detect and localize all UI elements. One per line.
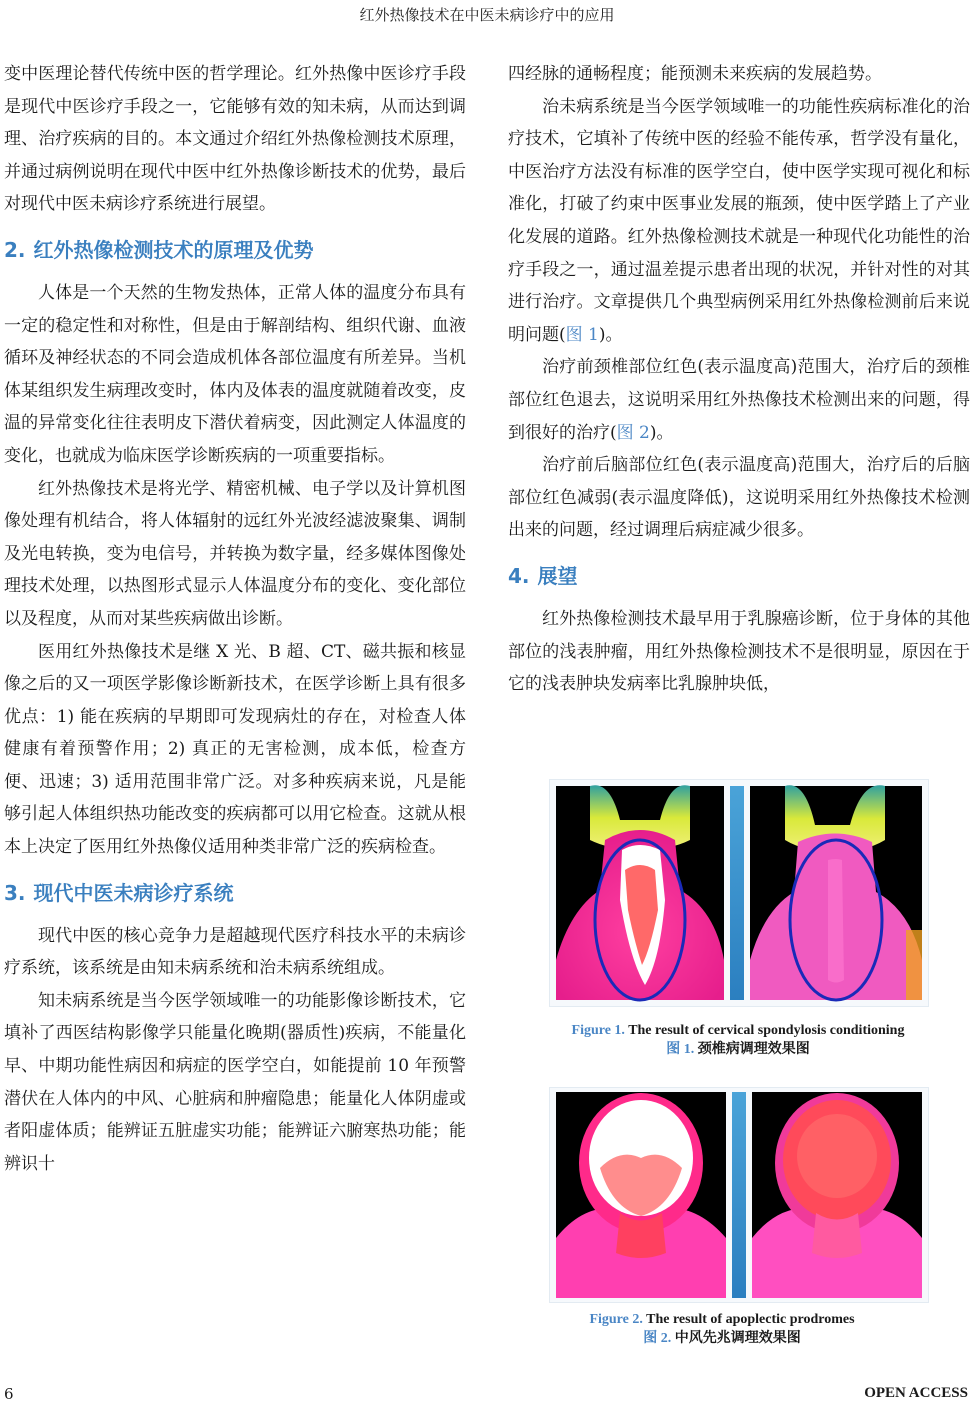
- section-heading-3: [4, 878, 466, 908]
- paragraph: 红外热像检测技术最早用于乳腺癌诊断，位于身体的其他部位的浅表肿瘤，用红外热像检测技术不是很明显，原因在于它的浅表肿块发病率比乳腺肿块低，: [508, 608, 970, 695]
- section-heading-2: [4, 235, 466, 265]
- caption-cn: [458, 1040, 974, 1059]
- section-number: 2.: [4, 237, 26, 262]
- figure-1-link[interactable]: 图 1: [565, 324, 599, 345]
- caption-text: 颈椎病调理效果图: [697, 1042, 810, 1057]
- figure-1-image: [549, 779, 929, 1007]
- figure-2-caption: [442, 1310, 974, 1348]
- section-heading-4: [508, 561, 970, 591]
- section-title: 展望: [537, 563, 578, 588]
- paragraph: 现代中医的核心竞争力是超越现代医疗科技水平的未病诊疗系统，该系统是由知未病系统和治未病系统组成。: [4, 925, 466, 979]
- open-access-label: OPEN ACCESS: [864, 1385, 968, 1401]
- caption-cn: [442, 1329, 974, 1348]
- figure-2-link[interactable]: 图 2: [616, 422, 650, 443]
- paragraph: [508, 351, 970, 449]
- section-number: 4.: [508, 563, 530, 588]
- paragraph: 治疗前后脑部位红色(表示温度高)范围大，治疗后的后脑部位红色减弱(表示温度降低)，这说明采用红外热像技术检测出来的问题，经过调理后病症减少很多。: [508, 455, 970, 541]
- caption-text: 中风先兆调理效果图: [674, 1331, 801, 1346]
- paragraph: 红外热像技术是将光学、精密机械、电子学以及计算机图像处理有机结合，将人体辐射的远红外光波经滤波聚集、调制及光电转换，变为电信号，并转换为数字量，经多媒体图像处理技术处理，以热图形式显示人体温度分布的变化、变化部位以及程度，从而对某些疾病做出诊断。: [4, 478, 466, 629]
- paragraph-text: )。: [649, 422, 674, 443]
- paragraph: 变中医理论替代传统中医的哲学理论。红外热像中医诊疗手段是现代中医诊疗手段之一，它能够有效的知未病，从而达到调理、治疗疾病的目的。本文通过介绍红外热像检测技术原理，并通过病例说明在现代中医中红外热像诊断技术的优势，最后对现代中医未病诊疗系统进行展望。: [4, 64, 466, 215]
- paragraph-text: 治未病系统是当今医学领域唯一的功能性疾病标准化的治疗技术，它填补了传统中医的经验不能传承，哲学没有量化，中医治疗方法没有标准的医学空白，使中医学实现可视化和标准化，打破了约束中医事业发展的瓶颈，使中医学踏上了产业化发展的道路。红外热像检测技术就是一种现代化功能性的治疗手段之一，通过温差提示患者出现的状况，并针对性的对其进行治疗。文章提供几个典型病例采用红外热像检测前后来说明问题(: [508, 96, 970, 345]
- figure-1-caption: [458, 1021, 974, 1059]
- caption-en: [442, 1310, 974, 1329]
- right-column: [508, 58, 970, 701]
- caption-label: Figure 2.: [589, 1312, 643, 1327]
- paragraph-text: )。: [598, 324, 623, 345]
- paragraph: 知未病系统是当今医学领域唯一的功能影像诊断技术，它填补了西医结构影像学只能量化晚期(器质性)疾病，不能量化早、中期功能性病因和病症的医学空白，如能提前 10 年预警潜伏在人体内的中风、心脏病和肿瘤隐患；能量化人体阴虚或者阳虚体质；能辨证五脏虚实功能；能辨证六腑寒热功能；能辨识十: [4, 990, 466, 1174]
- thermal-image-head: [550, 1088, 928, 1302]
- caption-label: 图 2.: [643, 1331, 672, 1346]
- caption-en: [458, 1021, 974, 1040]
- paragraph-text: 治疗前颈椎部位红色(表示温度高)范围大，治疗后的颈椎部位红色退去，这说明采用红外热像技术检测出来的问题，得到很好的治疗(: [508, 357, 970, 443]
- caption-text: The result of cervical spondylosis conditioning: [628, 1023, 905, 1038]
- section-title: 现代中医未病诊疗系统: [33, 880, 234, 905]
- caption-label: Figure 1.: [571, 1023, 625, 1038]
- paragraph: [508, 91, 970, 352]
- figure-2-image: [549, 1087, 929, 1303]
- paragraph: 人体是一个天然的生物发热体，正常人体的温度分布具有一定的稳定性和对称性，但是由于解剖结构、组织代谢、血液循环及神经状态的不同会造成机体各部位温度有所差异。当机体某组织发生病理改变时，体内及体表的温度就随着改变，皮温的异常变化往往表明皮下潜伏着病变，因此测定人体温度的变化，也就成为临床医学诊断疾病的一项重要指标。: [4, 282, 466, 466]
- thermal-image-neck: [550, 780, 928, 1006]
- paragraph: 医用红外热像技术是继 X 光、B 超、CT、磁共振和核显像之后的又一项医学影像诊断新技术，在医学诊断上具有很多优点：1) 能在疾病的早期即可发现病灶的存在，对检查人体健康有着预警作用；2) 真正的无害检测，成本低，检查方便、迅速；3) 适用范围非常广泛。对多种疾病来说，凡是能够引起人体组织热功能改变的疾病都可以用它检查。这就从根本上决定了医用红外热像仪适用种类非常广泛的疾病检查。: [4, 641, 466, 858]
- left-column: [4, 58, 466, 1180]
- page-number: 6: [4, 1385, 14, 1403]
- running-head: 红外热像技术在中医未病诊疗中的应用: [359, 6, 615, 24]
- paragraph: 四经脉的通畅程度；能预测未来疾病的发展趋势。: [508, 64, 882, 84]
- caption-text: The result of apoplectic prodromes: [646, 1312, 855, 1327]
- caption-label: 图 1.: [666, 1042, 695, 1057]
- section-number: 3.: [4, 880, 26, 905]
- section-title: 红外热像检测技术的原理及优势: [33, 237, 314, 262]
